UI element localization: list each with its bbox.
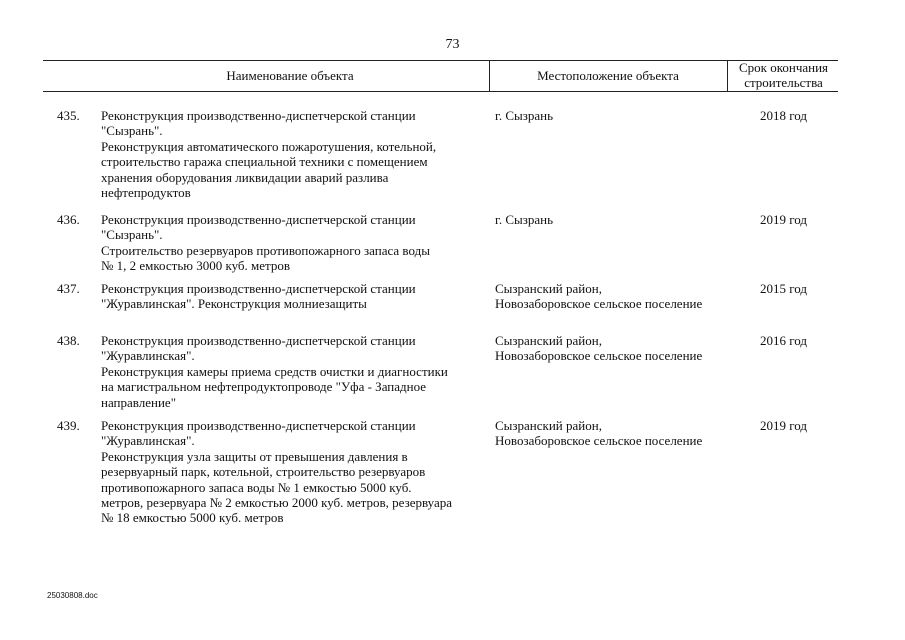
object-name-line: "Сызрань".: [101, 227, 163, 243]
object-name-line: Реконструкция автоматического пожаротушения, котельной,: [101, 138, 437, 154]
object-name: [101, 333, 481, 410]
object-name-line: "Сызрань".: [101, 123, 163, 139]
object-name-line: Реконструкция производственно-диспетчерской станции: [101, 418, 416, 433]
row-number: 439.: [57, 418, 80, 433]
row-number: 435.: [57, 108, 80, 123]
header-divider-1: [489, 60, 490, 91]
object-name-line: № 1, 2 емкостью 3000 куб. метров: [101, 258, 291, 274]
location-line: Новозаборовское сельское поселение: [495, 296, 703, 312]
header-bottom-rule: [43, 91, 838, 92]
header-deadline: [729, 60, 838, 90]
header-divider-2: [727, 60, 728, 91]
location-line: Сызранский район,: [495, 333, 602, 348]
completion-year: 2018 год: [760, 108, 807, 123]
completion-year: 2015 год: [760, 281, 807, 296]
page-number: 73: [445, 37, 460, 52]
location-line: г. Сызрань: [495, 108, 554, 123]
object-name-line: Реконструкция производственно-диспетчерской станции: [101, 333, 416, 348]
object-name: [101, 281, 481, 312]
object-location: [495, 108, 735, 123]
object-name-line: "Журавлинская".: [101, 348, 195, 364]
object-name-line: Реконструкция производственно-диспетчерской станции: [101, 212, 416, 227]
header-deadline-line: строительства: [744, 75, 823, 90]
completion-year: 2019 год: [760, 418, 807, 433]
completion-year: 2016 год: [760, 333, 807, 348]
object-name-line: Реконструкция узла защиты от превышения давления в: [101, 448, 408, 464]
row-number: 437.: [57, 281, 80, 296]
object-name: [101, 212, 481, 274]
location-line: Новозаборовское сельское поселение: [495, 348, 703, 364]
object-name-line: строительство гаража специальной техники с помещением: [101, 154, 428, 170]
row-number: 438.: [57, 333, 80, 348]
location-line: Сызранский район,: [495, 418, 602, 433]
object-name: [101, 108, 481, 200]
object-name-line: направление": [101, 394, 176, 410]
object-name-line: Реконструкция камеры приема средств очистки и диагностики: [101, 363, 448, 379]
object-name-line: хранения оборудования ликвидации аварий разлива: [101, 169, 389, 185]
object-name-line: Реконструкция производственно-диспетчерской станции: [101, 108, 416, 123]
object-name-line: № 18 емкостью 5000 куб. метров: [101, 510, 284, 526]
object-location: [495, 333, 735, 364]
object-name-line: противопожарного запаса воды № 1 емкостью 5000 куб.: [101, 479, 412, 495]
completion-year: 2019 год: [760, 212, 807, 227]
object-name-line: нефтепродуктов: [101, 185, 191, 201]
location-line: Сызранский район,: [495, 281, 602, 296]
object-name: [101, 418, 481, 526]
location-line: г. Сызрань: [495, 212, 554, 227]
header-location: Местоположение объекта: [537, 68, 679, 83]
location-line: Новозаборовское сельское поселение: [495, 433, 703, 449]
object-name-line: на магистральном нефтепродуктопроводе "Уфа - Западное: [101, 379, 427, 395]
object-name-line: "Журавлинская".: [101, 433, 195, 449]
object-name-line: резервуарный парк, котельной, строительство резервуаров: [101, 464, 426, 480]
object-name-line: Реконструкция производственно-диспетчерской станции: [101, 281, 416, 296]
header-top-rule: [43, 60, 838, 61]
row-number: 436.: [57, 212, 80, 227]
object-name-line: метров, резервуара № 2 емкостью 2000 куб. метров, резервуара: [101, 495, 453, 511]
header-deadline-line: Срок окончания: [738, 60, 829, 75]
object-location: [495, 281, 735, 312]
file-name-footer: 25030808.doc: [47, 591, 98, 600]
object-location: [495, 212, 735, 227]
object-location: [495, 418, 735, 449]
object-name-line: Строительство резервуаров противопожарного запаса воды: [101, 242, 430, 258]
object-name-line: "Журавлинская". Реконструкция молниезащиты: [101, 296, 367, 312]
header-name: Наименование объекта: [226, 68, 354, 83]
